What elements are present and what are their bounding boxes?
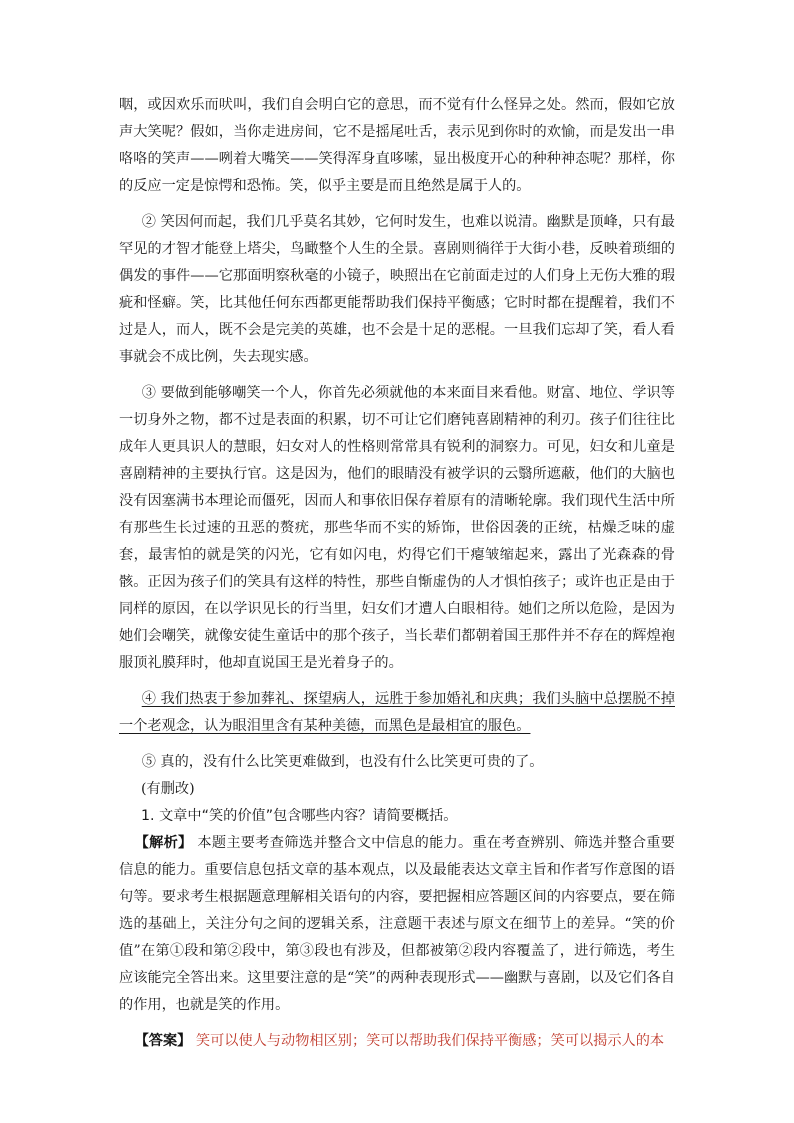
- answer-text: 笑可以使人与动物相区别；笑可以帮助我们保持平衡感；笑可以揭示人的本: [195, 1033, 665, 1049]
- analysis-label: 【解析】: [134, 835, 193, 851]
- paragraph-5: ⑤ 真的，没有什么比笑更难做到，也没有什么比笑更可贵的了。: [141, 754, 544, 770]
- source-note: (有删改): [141, 781, 195, 797]
- paragraph-1: 咽，或因欢乐而吠叫，我们自会明白它的意思，而不觉有什么怪异之处。然而，假如它放声大笑呢？假如，当你走进房间，它不是摇尾吐舌，表示见到你时的欢愉，而是发出一串咯咯的笑声——咧着大嘴笑——笑得浑身直哆嗦，显出极度开心的种种神态呢？那样，你的反应一定是惊愕和恐怖。笑，似乎主要是而且绝然是属于人的。: [119, 97, 675, 194]
- paragraph-2: ② 笑因何而起，我们几乎莫名其妙，它何时发生，也难以说清。幽默是顶峰，只有最罕见的才智才能登上塔尖，鸟瞰整个人生的全景。喜剧则徜徉于大街小巷，反映着琐细的偶发的事件——它那面明察秋毫的小镜子，映照出在它前面走过的人们身上无伤大雅的瑕疵和怪癖。笑，比其他任何东西都更能帮助我们保持平衡感；它时时都在提醒着，我们不过是人，而人，既不会是完美的英雄，也不会是十足的恶棍。一旦我们忘却了笑，看人看事就会不成比例，失去现实感。: [119, 214, 675, 365]
- analysis-block: [119, 830, 675, 1019]
- paragraph-3: ③ 要做到能够嘲笑一个人，你首先必须就他的本来面目来看他。财富、地位、学识等一切身外之物，都不过是表面的积累，切不可让它们磨钝喜剧精神的利刃。孩子们往往比成年人更具识人的慧眼，妇女对人的性格则常常具有锐利的洞察力。可见，妇女和儿童是喜剧精神的主要执行官。这是因为，他们的眼睛没有被学识的云翳所遮蔽，他们的大脑也没有因塞满书本理论而僵死，因而人和事依旧保存着原有的清晰轮廓。我们现代生活中所有那些生长过速的丑恶的赘疣，那些华而不实的矫饰，世俗因袭的正统，枯燥乏味的虚套，最害怕的就是笑的闪光，它有如闪电，灼得它们干瘪皱缩起来，露出了光森森的骨骸。正因为孩子们的笑具有这样的特性，那些自惭虚伪的人才惧怕孩子；或许也正是由于同样的原因，在以学识见长的行当里，妇女们才遭人白眼相待。她们之所以危险，是因为她们会嘲笑，就像安徒生童话中的那个孩子，当长辈们都朝着国王那件并不存在的辉煌袍服顶礼膜拜时，他却直说国王是光着身子的。: [119, 385, 675, 671]
- analysis-text: 本题主要考查筛选并整合文中信息的能力。重在考查辨别、筛选并整合重要信息的能力。重要信息包括文章的基本观点，以及最能表达文章主旨和作者写作意图的语句等。要求考生根据题意理解相关语句的内容，要把握相应答题区间的内容要点，要在筛选的基础上，关注分句之间的逻辑关系，注意题干表述与原文在细节上的差异。“笑的价值”在第①段和第②段中，第③段也有涉及，但都被第②段内容覆盖了，进行筛选，考生应该能完全答出来。这里要注意的是“笑”的两种表现形式——幽默与喜剧，以及它们各自的作用，也就是笑的作用。: [119, 835, 675, 1013]
- answer-label: 【答案】: [134, 1033, 192, 1049]
- article-body: [119, 92, 675, 1055]
- answer-block: [119, 1028, 675, 1055]
- question-1: 1. 文章中“笑的价值”包含哪些内容？请简要概括。: [141, 808, 458, 824]
- paragraph-4-underlined: ④ 我们热衷于参加葬礼、探望病人，远胜于参加婚礼和庆典；我们头脑中总摆脱不掉一个老观念，认为眼泪里含有某种美德，而黑色是最相宜的服色。: [119, 691, 675, 734]
